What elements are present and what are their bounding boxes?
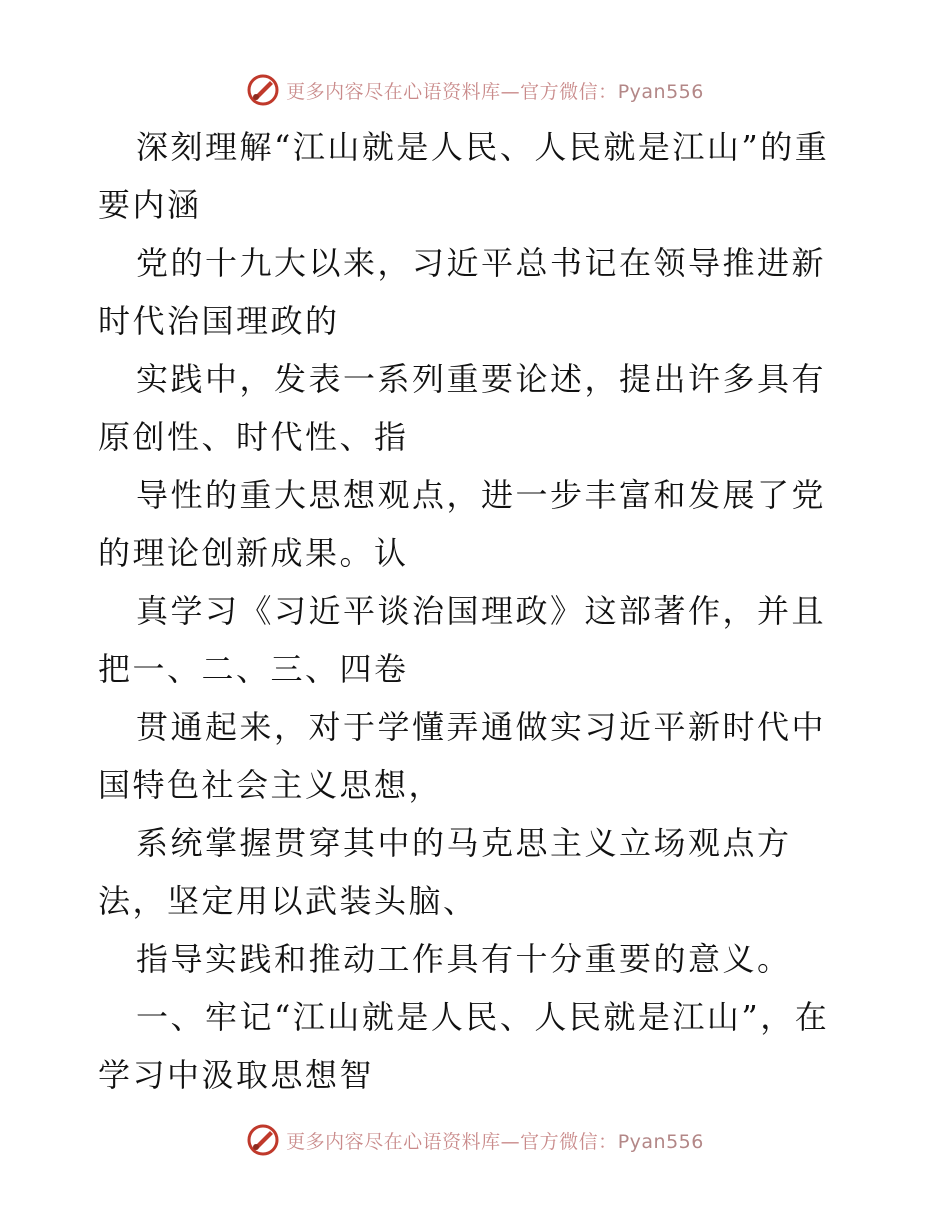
- pen-seal-icon: [246, 73, 280, 107]
- body-paragraph: 实践中，发表一系列重要论述，提出许多具有原创性、时代性、指: [98, 360, 827, 456]
- body-paragraph: 党的十九大以来，习近平总书记在领导推进新时代治国理政的: [98, 244, 827, 340]
- watermark-text: 更多内容尽在心语资料库—官方微信：Pyan556: [286, 1130, 704, 1153]
- section-heading-paragraph: 一、牢记“江山就是人民、人民就是江山”，在学习中汲取思想智: [98, 998, 830, 1094]
- body-paragraph: 系统掌握贯穿其中的马克思主义立场观点方法，坚定用以武装头脑、: [98, 824, 792, 920]
- document-title-paragraph: 深刻理解“江山就是人民、人民就是江山”的重要内涵: [98, 128, 830, 224]
- header-watermark: [0, 70, 950, 110]
- document-body: [98, 118, 858, 1104]
- pen-seal-icon: [246, 1123, 280, 1157]
- body-paragraph: 指导实践和推动工作具有十分重要的意义。: [136, 940, 792, 978]
- body-paragraph: 贯通起来，对于学懂弄通做实习近平新时代中国特色社会主义思想，: [98, 708, 827, 804]
- body-paragraph: 真学习《习近平谈治国理政》这部著作，并且把一、二、三、四卷: [98, 592, 827, 688]
- body-paragraph: 导性的重大思想观点，进一步丰富和发展了党的理论创新成果。认: [98, 476, 827, 572]
- footer-watermark: [0, 1120, 950, 1160]
- watermark-text: 更多内容尽在心语资料库—官方微信：Pyan556: [286, 80, 704, 103]
